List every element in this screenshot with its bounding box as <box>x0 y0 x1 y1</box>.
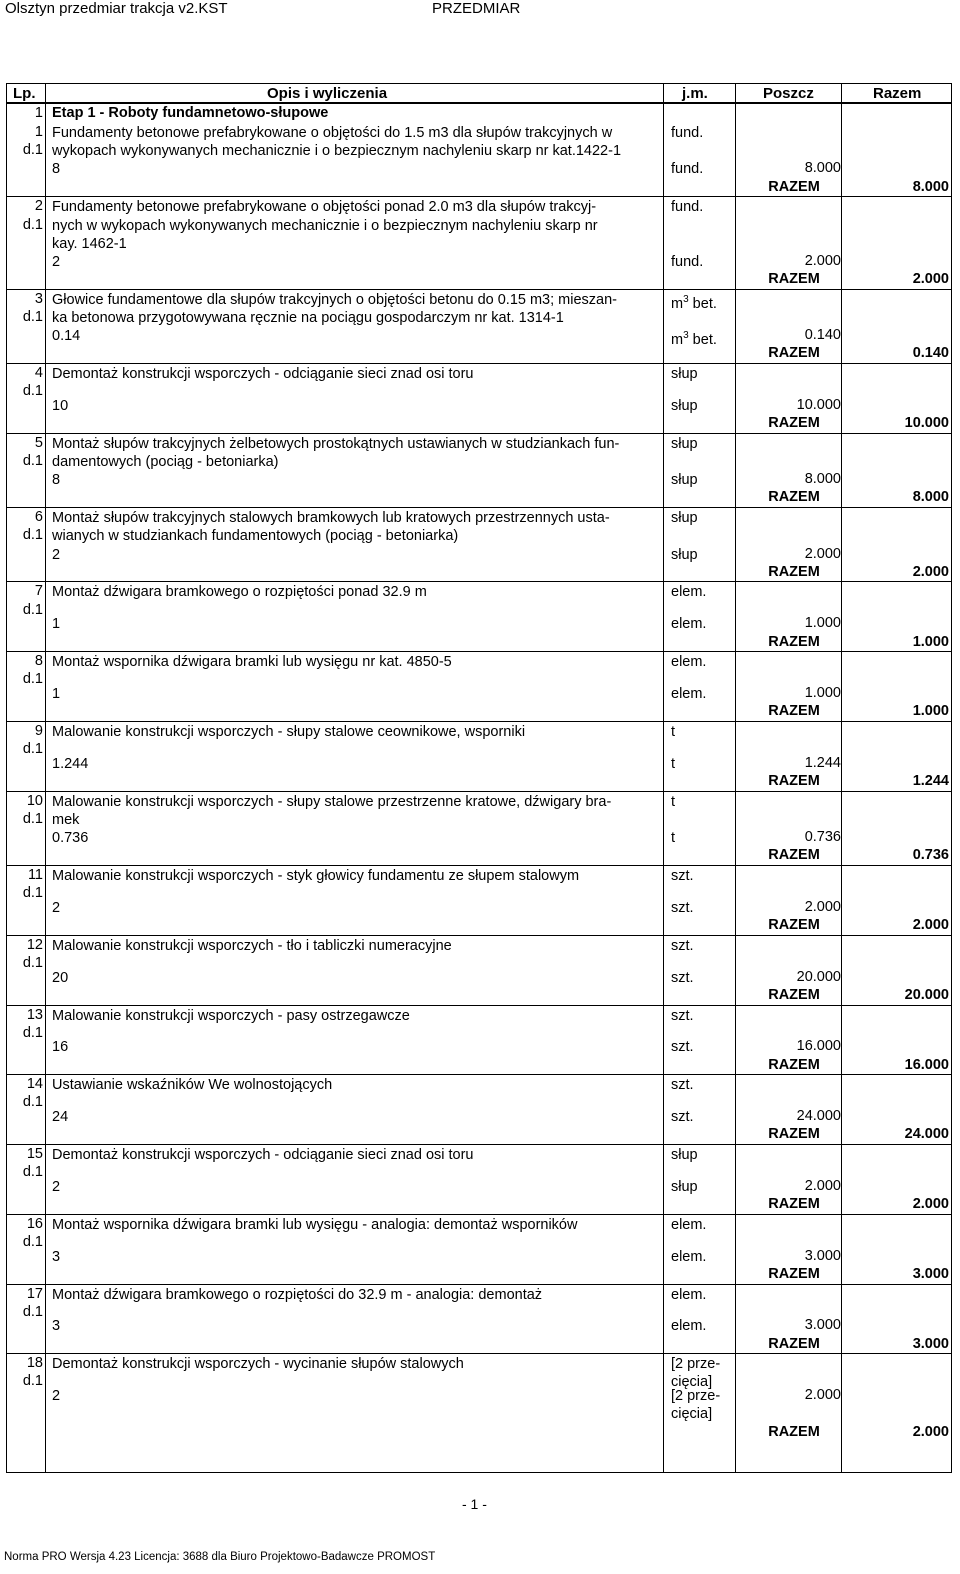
row-separator <box>7 721 951 722</box>
item-unit-repeat: szt. <box>671 1109 694 1126</box>
item-unit-repeat: elem. <box>671 616 707 633</box>
item-subcode: d.1 <box>22 885 43 902</box>
item-description: Demontaż konstrukcji wsporczych - odciąganie sieci znad osi toru <box>52 1147 474 1163</box>
item-unit: t <box>671 793 676 810</box>
item-subcode: d.1 <box>22 1373 43 1390</box>
item-partial-value: 8.000 <box>804 471 841 488</box>
razem-label: RAZEM <box>768 415 820 432</box>
item-unit: szt. <box>671 1077 694 1094</box>
item-partial-value: 0.736 <box>804 829 841 846</box>
page-number: - 1 - <box>462 1496 487 1512</box>
item-number: 13 <box>26 1006 43 1023</box>
item-total: 24.000 <box>904 1126 949 1143</box>
item-subcode: d.1 <box>22 671 43 688</box>
item-unit: elem. <box>671 1216 707 1233</box>
item-total: 10.000 <box>904 415 949 432</box>
item-unit: elem. <box>671 1286 707 1303</box>
item-unit-repeat: t <box>671 755 676 772</box>
item-number: 10 <box>26 792 43 809</box>
item-unit: $m^3$ bet. <box>671 293 717 312</box>
item-number: 2 <box>34 198 43 215</box>
item-unit: fund. <box>671 125 704 141</box>
item-description: nych w wykopach wykonywanych mechanicznie i o bezpiecznym nachyleniu skarp nr <box>52 217 598 234</box>
item-quantity-expression: 2 <box>52 253 61 270</box>
razem-label: RAZEM <box>768 633 820 650</box>
item-subcode: d.1 <box>22 741 43 758</box>
item-unit-repeat: szt. <box>671 899 694 916</box>
item-quantity-expression: 16 <box>52 1039 69 1056</box>
item-number: 17 <box>26 1285 43 1302</box>
item-unit-repeat: słup <box>671 472 698 489</box>
razem-label: RAZEM <box>768 271 820 288</box>
item-partial-value: 2.000 <box>804 252 841 269</box>
row-separator <box>7 289 951 290</box>
stage-row <box>7 105 951 123</box>
item-unit-repeat: słup <box>671 1178 698 1195</box>
item-unit-repeat: fund. <box>671 253 704 270</box>
item-description: Malowanie konstrukcji wsporczych - słupy stalowe ceownikowe, wsporniki <box>52 723 526 740</box>
item-unit-repeat: szt. <box>671 1039 694 1056</box>
row-separator <box>7 1144 951 1145</box>
stage-number: 1 <box>34 105 43 121</box>
header-file-name: Olsztyn przedmiar trakcja v2.KST <box>5 0 228 17</box>
row-separator <box>7 651 951 652</box>
item-unit: [2 prze- cięcia] <box>671 1356 721 1391</box>
item-subcode: d.1 <box>22 1164 43 1181</box>
item-partial-value: 2.000 <box>804 1177 841 1194</box>
item-partial-value: 20.000 <box>796 968 841 985</box>
item-unit-repeat: słup <box>671 397 698 414</box>
razem-label: RAZEM <box>768 703 820 720</box>
item-subcode: d.1 <box>22 453 43 470</box>
item-quantity-expression: 3 <box>52 1318 61 1335</box>
item-quantity-expression: 24 <box>52 1109 69 1126</box>
item-total: 1.244 <box>912 773 949 789</box>
col-desc: Opis i wyliczenia <box>267 85 388 102</box>
item-description: ka betonowa przygotowywana ręcznie na pociągu gospodarczym nr kat. 1314-1 <box>52 310 564 326</box>
item-subcode: d.1 <box>22 1024 43 1041</box>
item-subcode: d.1 <box>22 527 43 544</box>
item-partial-value: 1.000 <box>804 685 841 702</box>
item-partial-value: 2.000 <box>804 1387 841 1404</box>
item-number: 11 <box>27 867 43 883</box>
item-description: Montaż wspornika dźwigara bramki lub wysięgu nr kat. 4850-5 <box>52 654 452 671</box>
item-total: 1.000 <box>912 703 949 720</box>
item-unit: słup <box>671 510 698 527</box>
footer-license: Norma PRO Wersja 4.23 Licencja: 3688 dla Biuro Projektowo-Badawcze PROMOST <box>4 1551 436 1563</box>
item-description: Demontaż konstrukcji wsporczych - wycinanie słupów stalowych <box>52 1356 464 1373</box>
item-description: wykopach wykonywanych mechanicznie i o bezpiecznym nachyleniu skarp nr kat.1422-1 <box>52 143 622 160</box>
item-subcode: d.1 <box>22 1094 43 1111</box>
item-unit-repeat: słup <box>671 546 698 563</box>
item-description: Demontaż konstrukcji wsporczych - odciąganie sieci znad osi toru <box>52 366 474 383</box>
divider <box>663 84 664 1472</box>
item-subcode: d.1 <box>22 383 43 400</box>
item-partial-value: 16.000 <box>796 1038 841 1055</box>
item-partial-value: 1.244 <box>804 754 841 771</box>
item-total: 2.000 <box>912 271 949 288</box>
item-subcode: d.1 <box>22 601 43 618</box>
razem-label: RAZEM <box>768 986 820 1003</box>
item-total: 3.000 <box>912 1335 949 1352</box>
item-total: 2.000 <box>912 1196 949 1213</box>
row-separator <box>7 1353 951 1354</box>
item-description: Ustawianie wskaźników We wolnostojących <box>52 1077 333 1094</box>
item-subcode: d.1 <box>22 954 43 971</box>
item-quantity-expression: 0.14 <box>52 328 81 345</box>
item-quantity-expression: 1.244 <box>52 755 89 772</box>
divider <box>45 84 46 1472</box>
item-description: wianych w studziankach fundamentowych (pociąg - betoniarka) <box>52 528 459 545</box>
item-quantity-expression: 8 <box>52 161 61 178</box>
item-unit-repeat: szt. <box>671 969 694 986</box>
item-quantity-expression: 2 <box>52 1178 61 1195</box>
item-description: Fundamenty betonowe prefabrykowane o objętości do 1.5 m3 dla słupów trakcyjnych w <box>52 125 613 141</box>
item-total: 0.140 <box>912 345 949 362</box>
item-number: 3 <box>34 290 43 307</box>
item-unit: szt. <box>671 937 694 954</box>
col-pos: Poszcz <box>763 85 814 102</box>
row-separator <box>7 1214 951 1215</box>
item-quantity-expression: 2 <box>52 1388 61 1405</box>
item-quantity-expression: 10 <box>52 397 69 414</box>
item-partial-value: 3.000 <box>804 1317 841 1334</box>
row-separator <box>7 1074 951 1075</box>
razem-label: RAZEM <box>768 178 820 195</box>
item-total: 8.000 <box>912 178 949 195</box>
item-number: 8 <box>34 653 43 670</box>
item-unit: szt. <box>671 868 694 884</box>
item-subcode: d.1 <box>22 1233 43 1250</box>
item-unit: słup <box>671 1147 698 1163</box>
item-partial-value: 2.000 <box>804 898 841 915</box>
item-description: Montaż dźwigara bramkowego o rozpiętości do 32.9 m - analogia: demontaż <box>52 1286 543 1303</box>
item-subcode: d.1 <box>22 142 43 159</box>
razem-label: RAZEM <box>768 345 820 362</box>
item-total: 20.000 <box>904 986 949 1003</box>
item-subcode: d.1 <box>22 309 43 325</box>
item-total: 8.000 <box>912 489 949 506</box>
item-unit: elem. <box>671 654 707 671</box>
item-unit: słup <box>671 435 698 452</box>
item-unit-repeat: elem. <box>671 1248 707 1265</box>
item-total: 16.000 <box>904 1056 949 1073</box>
row-separator <box>7 581 951 582</box>
item-total: 3.000 <box>912 1265 949 1282</box>
razem-label: RAZEM <box>768 847 820 864</box>
item-partial-value: 1.000 <box>804 615 841 632</box>
item-subcode: d.1 <box>22 216 43 233</box>
item-number: 7 <box>34 583 43 600</box>
item-quantity-expression: 1 <box>52 686 61 703</box>
razem-label: RAZEM <box>768 1126 820 1143</box>
item-number: 18 <box>26 1355 43 1372</box>
item-partial-value: 8.000 <box>804 160 841 177</box>
item-quantity-expression: 1 <box>52 616 61 633</box>
item-unit-repeat: elem. <box>671 686 707 703</box>
item-unit: szt. <box>671 1007 694 1024</box>
col-lp: Lp. <box>13 85 36 102</box>
item-partial-value: 24.000 <box>796 1108 841 1125</box>
item-description: Malowanie konstrukcji wsporczych - styk głowicy fundamentu ze słupem stalowym <box>52 868 580 884</box>
item-total: 2.000 <box>912 917 949 934</box>
item-description: Fundamenty betonowe prefabrykowane o objętości ponad 2.0 m3 dla słupów trakcyj- <box>52 199 597 216</box>
item-total: 1.000 <box>912 633 949 650</box>
item-number: 16 <box>26 1215 43 1232</box>
razem-label: RAZEM <box>768 489 820 506</box>
item-unit: fund. <box>671 199 704 216</box>
item-quantity-expression: 2 <box>52 899 61 916</box>
item-description: Malowanie konstrukcji wsporczych - pasy ostrzegawcze <box>52 1007 410 1024</box>
item-partial-value: 0.140 <box>804 327 841 344</box>
divider <box>735 84 736 1472</box>
item-quantity-expression: 8 <box>52 472 61 489</box>
item-number: 14 <box>26 1076 43 1093</box>
item-subcode: d.1 <box>22 1303 43 1320</box>
row-separator <box>7 935 951 936</box>
item-unit-repeat: fund. <box>671 161 704 178</box>
razem-label: RAZEM <box>768 773 820 789</box>
row-separator <box>7 507 951 508</box>
item-partial-value: 3.000 <box>804 1247 841 1264</box>
item-number: 5 <box>34 434 43 451</box>
item-unit-repeat: t <box>671 830 676 847</box>
razem-label: RAZEM <box>768 1196 820 1213</box>
item-total: 2.000 <box>912 1423 949 1440</box>
item-number: 1 <box>34 124 43 140</box>
item-unit: t <box>671 723 676 740</box>
row-separator <box>7 433 951 434</box>
razem-label: RAZEM <box>768 1056 820 1073</box>
item-number: 6 <box>34 509 43 526</box>
row-separator <box>7 865 951 866</box>
razem-label: RAZEM <box>768 1265 820 1282</box>
razem-label: RAZEM <box>768 1335 820 1352</box>
item-description: Montaż dźwigara bramkowego o rozpiętości ponad 32.9 m <box>52 584 427 601</box>
col-total: Razem <box>873 85 922 102</box>
item-subcode: d.1 <box>22 810 43 827</box>
item-description: Montaż wspornika dźwigara bramki lub wysięgu - analogia: demontaż wsporników <box>52 1216 578 1233</box>
item-total: 2.000 <box>912 563 949 580</box>
item-description: Montaż słupów trakcyjnych żelbetowych prostokątnych ustawianych w studziankach fun- <box>52 435 620 452</box>
item-unit: słup <box>671 366 698 383</box>
header-doc-type: PRZEDMIAR <box>432 0 521 17</box>
item-partial-value: 2.000 <box>804 545 841 562</box>
item-description: Głowice fundamentowe dla słupów trakcyjnych o objętości betonu do 0.15 m3; mieszan- <box>52 291 617 308</box>
item-description: damentowych (pociąg - betoniarka) <box>52 454 279 471</box>
row-separator <box>7 196 951 197</box>
item-quantity-expression: 20 <box>52 969 69 986</box>
item-total: 0.736 <box>912 847 949 864</box>
item-number: 9 <box>34 722 43 739</box>
item-number: 4 <box>34 365 43 382</box>
item-partial-value: 10.000 <box>796 396 841 413</box>
row-separator <box>7 791 951 792</box>
razem-label: RAZEM <box>768 1423 820 1440</box>
item-quantity-expression: 2 <box>52 546 61 563</box>
item-description: mek <box>52 811 80 828</box>
item-description: Malowanie konstrukcji wsporczych - tło i tabliczki numeracyjne <box>52 937 452 954</box>
item-quantity-expression: 3 <box>52 1248 61 1265</box>
item-quantity-expression: 0.736 <box>52 830 89 847</box>
table-header <box>7 84 951 104</box>
stage-title: Etap 1 - Roboty fundamnetowo-słupowe <box>52 105 329 121</box>
row-separator <box>7 1005 951 1006</box>
estimate-table <box>6 83 952 1473</box>
razem-label: RAZEM <box>768 563 820 580</box>
item-description: kay. 1462-1 <box>52 235 127 252</box>
razem-label: RAZEM <box>768 917 820 934</box>
item-unit: elem. <box>671 584 707 601</box>
item-description: Malowanie konstrukcji wsporczych - słupy stalowe przestrzenne kratowe, dźwigary bra- <box>52 793 612 810</box>
item-unit-repeat: [2 prze- cięcia] <box>671 1388 721 1423</box>
divider <box>841 84 842 1472</box>
item-description: Montaż słupów trakcyjnych stalowych bramkowych lub kratowych przestrzennych usta- <box>52 510 610 527</box>
row-separator <box>7 1284 951 1285</box>
item-unit-repeat: $m^3$ bet. <box>671 330 717 349</box>
item-number: 12 <box>26 936 43 953</box>
item-number: 15 <box>26 1146 43 1162</box>
col-jm: j.m. <box>682 85 708 102</box>
item-unit-repeat: elem. <box>671 1318 707 1335</box>
row-separator <box>7 363 951 364</box>
